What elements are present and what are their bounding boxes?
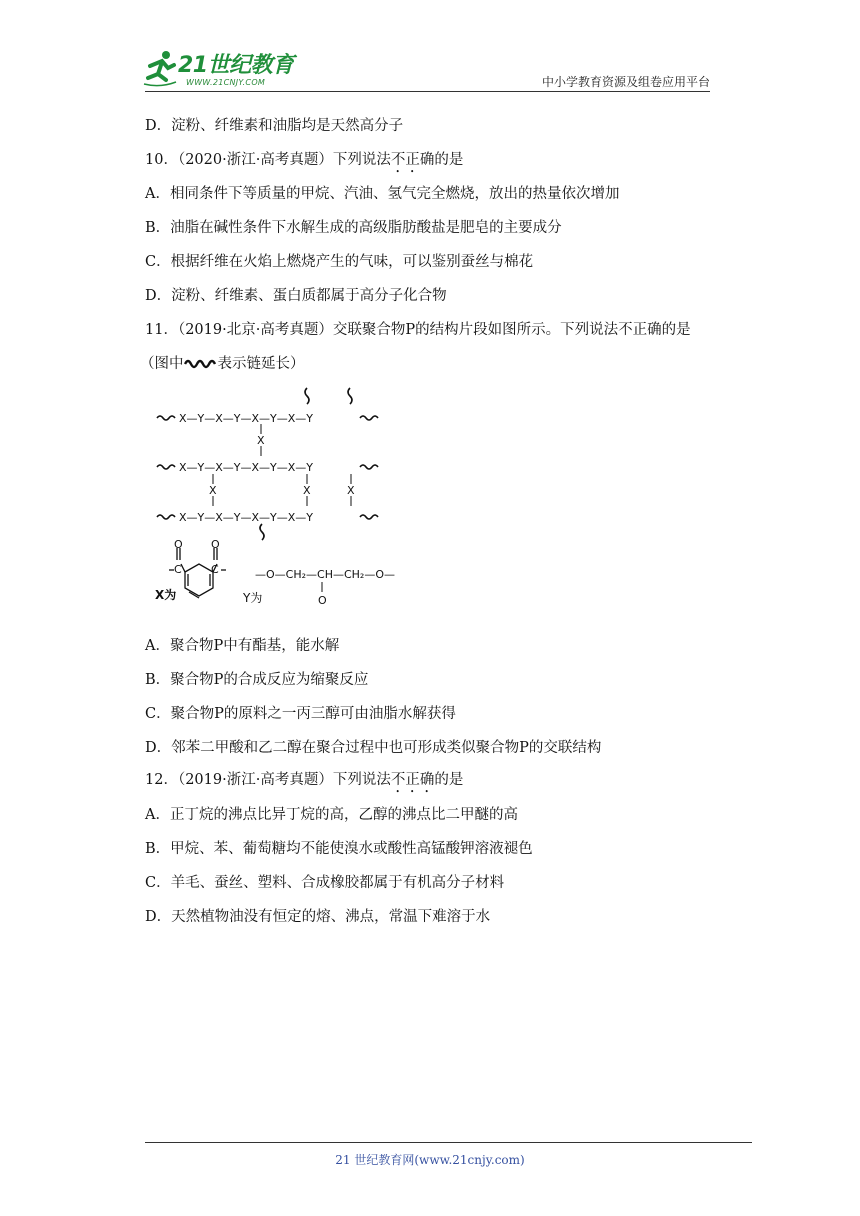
chain-row-2: X—Y—X—Y—X—Y—X—Y xyxy=(179,461,314,474)
crosslink-x-1: X xyxy=(257,434,265,447)
x-definition-label: X为 xyxy=(155,588,177,602)
chain-row-1: X—Y—X—Y—X—Y—X—Y xyxy=(179,412,314,425)
y-definition-label: Y为 xyxy=(243,591,263,605)
q12-stem-emphasis: 不正确 xyxy=(390,772,435,788)
polymer-structure-diagram xyxy=(155,384,405,614)
q12-option-c: C．羊毛、蚕丝、塑料、合成橡胶都属于有机高分子材料 xyxy=(145,875,505,891)
footer-divider xyxy=(145,1142,752,1143)
q11-note-pre: （图中 xyxy=(140,356,184,372)
q12-option-b: B．甲烷、苯、葡萄糖均不能使溴水或酸性高锰酸钾溶液褪色 xyxy=(145,841,533,857)
q10-stem-pre: 10．（2020·浙江·高考真题）下列说法 xyxy=(145,152,391,168)
crosslink-x-2: X xyxy=(209,484,217,497)
carbonyl-o-left: O xyxy=(174,538,183,551)
crosslink-x-4: X xyxy=(347,484,355,497)
q10-option-d: D．淀粉、纤维素、蛋白质都属于高分子化合物 xyxy=(145,288,447,304)
q11-note-post: 表示链延长） xyxy=(217,356,305,372)
q10-stem-emphasis: 不正 xyxy=(390,152,420,168)
header-divider xyxy=(145,91,710,92)
q11-note xyxy=(140,354,305,374)
carbonyl-c-right: C xyxy=(211,563,219,576)
brand-url: WWW.21CNJY.COM xyxy=(186,78,266,87)
chain-row-3: X—Y—X—Y—X—Y—X—Y xyxy=(179,511,314,524)
runner-logo-icon xyxy=(140,48,180,88)
carbonyl-o-right: O xyxy=(211,538,220,551)
q11-option-d: D．邻苯二甲酸和乙二醇在聚合过程中也可形成类似聚合物P的交联结构 xyxy=(145,740,602,756)
q10-option-c: C．根据纤维在火焰上燃烧产生的气味，可以鉴别蚕丝与棉花 xyxy=(145,254,534,270)
crosslink-x-3: X xyxy=(303,484,311,497)
q12-option-d: D．天然植物油没有恒定的熔、沸点，常温下难溶于水 xyxy=(145,909,491,925)
q10-stem xyxy=(145,150,463,176)
footer-link[interactable]: 21 世纪教育网(www.21cnjy.com) xyxy=(335,1153,525,1167)
site-logo xyxy=(140,44,310,94)
q11-stem: 11．（2019·北京·高考真题）交联聚合物P的结构片段如图所示。下列说法不正确的是 xyxy=(145,322,691,338)
q12-option-a: A．正丁烷的沸点比异丁烷的高，乙醇的沸点比二甲醚的高 xyxy=(145,807,518,823)
header-tagline: 中小学教育资源及组卷应用平台 xyxy=(541,75,710,89)
q9-option-d: D．淀粉、纤维素和油脂均是天然高分子 xyxy=(145,118,404,134)
y-branch-o: O xyxy=(318,594,327,607)
q10-option-a: A．相同条件下等质量的甲烷、汽油、氢气完全燃烧，放出的热量依次增加 xyxy=(145,186,620,202)
q10-option-b: B．油脂在碱性条件下水解生成的高级脂肪酸盐是肥皂的主要成分 xyxy=(145,220,562,236)
q12-stem xyxy=(145,770,463,796)
q12-stem-post: 的是 xyxy=(434,772,464,788)
q11-option-b: B．聚合物P的合成反应为缩聚反应 xyxy=(145,672,369,688)
carbonyl-c-left: C xyxy=(174,563,182,576)
q10-stem-post: 确的是 xyxy=(419,152,464,168)
brand-name: 21世纪教育 xyxy=(178,53,294,78)
q11-option-a: A．聚合物P中有酯基，能水解 xyxy=(145,638,340,654)
q11-option-c: C．聚合物P的原料之一丙三醇可由油脂水解获得 xyxy=(145,706,456,722)
y-formula: —O—CH₂—CH—CH₂—O— xyxy=(255,568,395,581)
q12-stem-pre: 12．（2019·浙江·高考真题）下列说法 xyxy=(145,772,391,788)
wavy-bond-icon xyxy=(184,358,218,370)
